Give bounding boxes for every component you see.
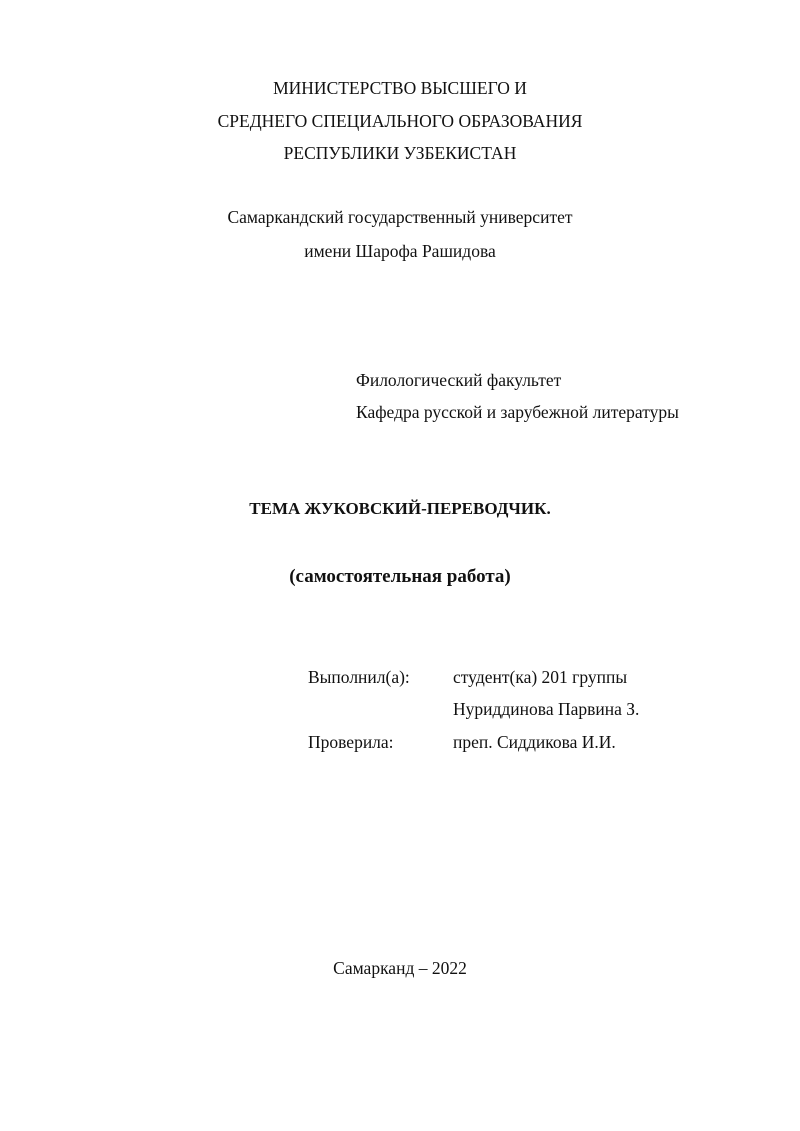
department-name: Кафедра русской и зарубежной литературы [356,402,679,422]
university-line-1: Самаркандский государственный университет [227,207,573,227]
performed-value: студент(ка) 201 группы [453,667,628,687]
city-year: Самарканд – 2022 [333,958,467,978]
faculty-name: Филологический факультет [356,370,562,390]
checked-label: Проверила: [308,732,394,752]
student-name: Нуриддинова Парвина З. [453,699,640,719]
work-type: (самостоятельная работа) [289,566,511,587]
ministry-line-2: СРЕДНЕГО СПЕЦИАЛЬНОГО ОБРАЗОВАНИЯ [217,111,583,131]
topic-title: ТЕМА ЖУКОВСКИЙ-ПЕРЕВОДЧИК. [249,499,551,518]
ministry-line-1: МИНИСТЕРСТВО ВЫСШЕГО И [273,78,527,98]
performed-label: Выполнил(а): [308,667,410,687]
university-line-2: имени Шарофа Рашидова [304,241,496,261]
ministry-line-3: РЕСПУБЛИКИ УЗБЕКИСТАН [283,143,517,163]
checked-value: преп. Сиддикова И.И. [453,732,616,752]
